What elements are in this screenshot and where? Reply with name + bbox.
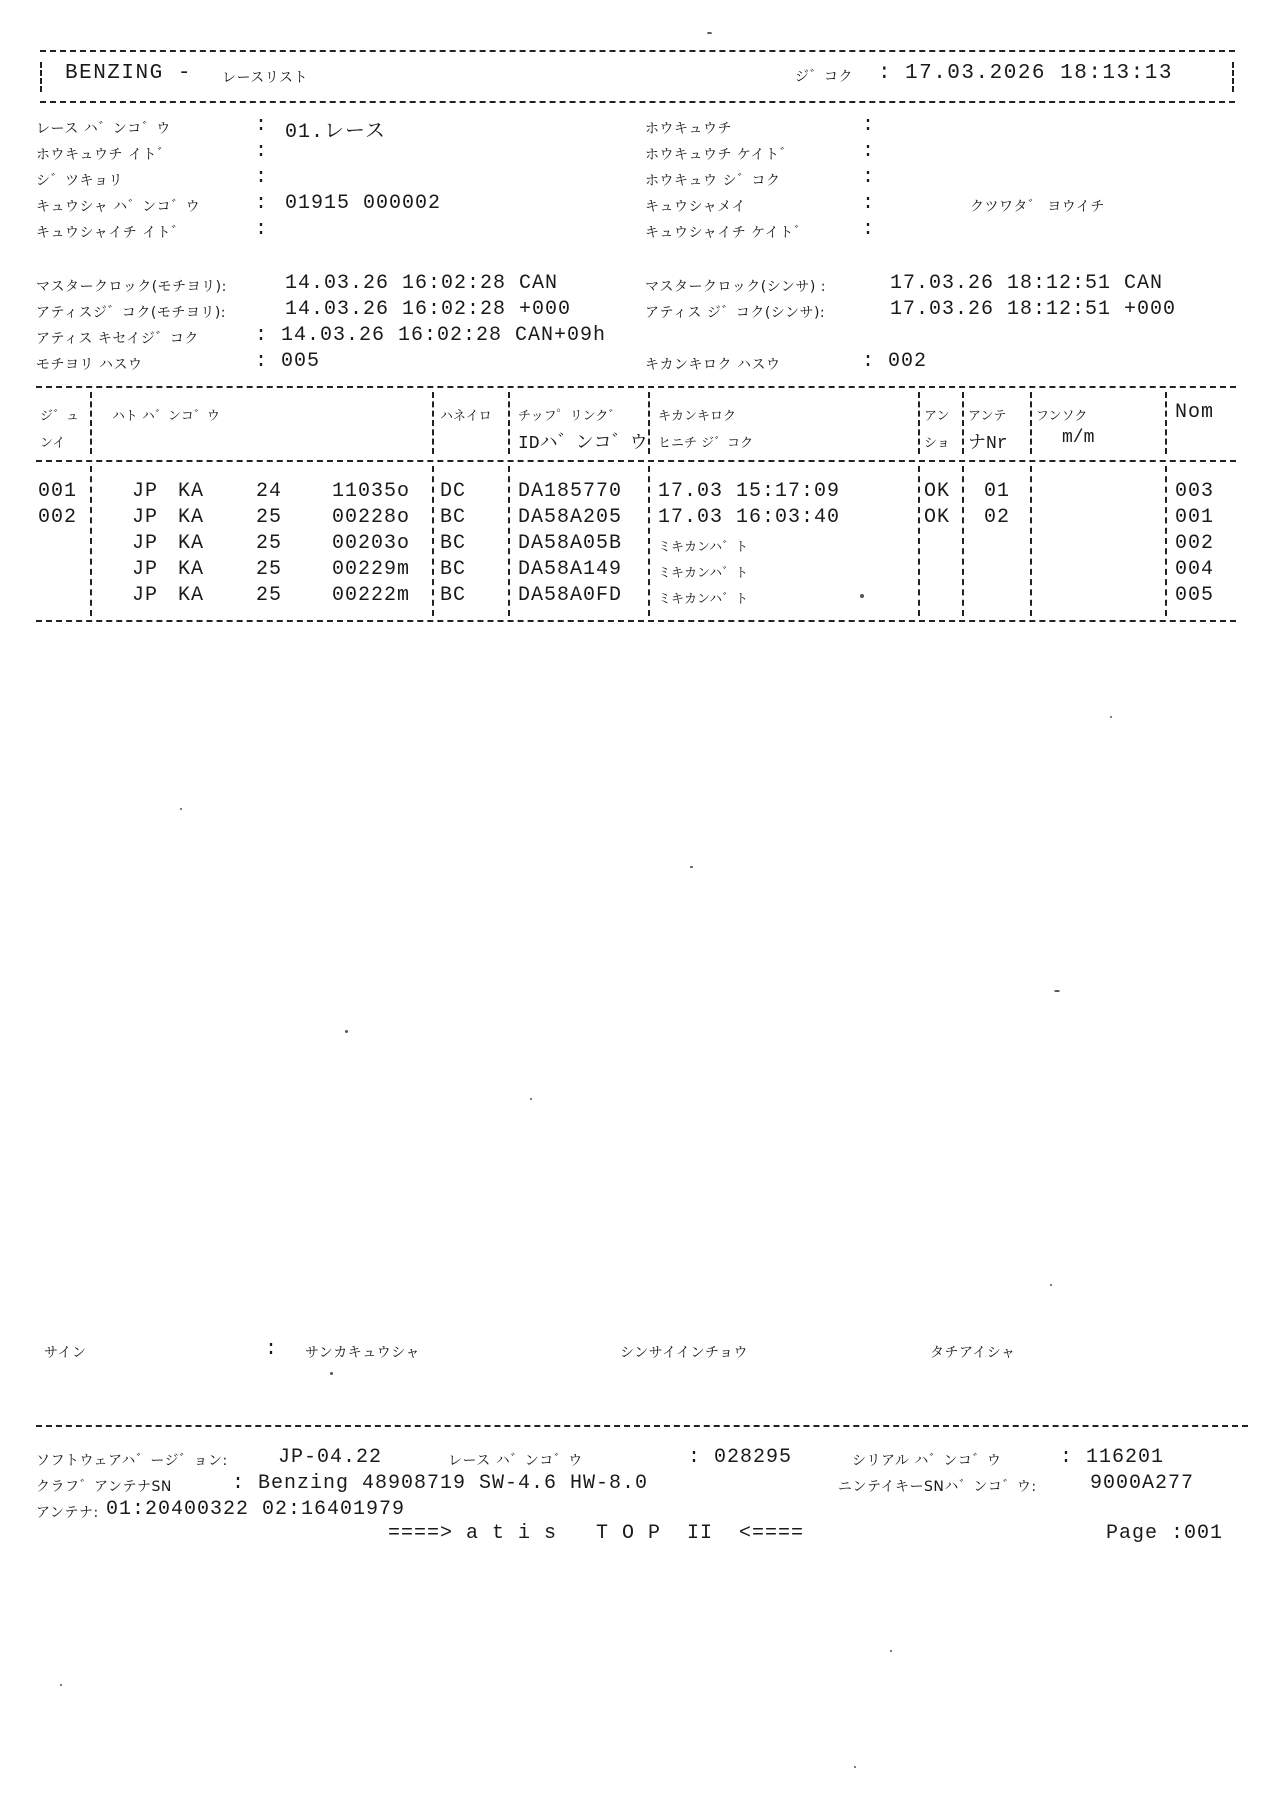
header-rank: ジ゛ュ bbox=[40, 409, 80, 424]
colon: : bbox=[862, 218, 876, 241]
table-rule-header bbox=[36, 460, 1236, 462]
master-clock-check-label: マスタークロック(シンサ) : bbox=[645, 279, 826, 295]
loft-name-label: キュウシャメイ bbox=[645, 199, 746, 215]
status: OK bbox=[924, 480, 951, 503]
scan-speck bbox=[854, 1766, 856, 1768]
table-row bbox=[0, 480, 1240, 506]
ring-region: KA bbox=[178, 558, 205, 581]
arrival-time: 17.03 15:17:09 bbox=[658, 480, 841, 503]
loft-number-value: 01915 000002 bbox=[285, 192, 442, 215]
header-safe-2: ショ bbox=[924, 436, 950, 451]
header-nom: Nom bbox=[1175, 401, 1215, 424]
header-top-border bbox=[40, 50, 1235, 52]
committee-label: シンサイインチョウ bbox=[620, 1345, 749, 1361]
master-clock-check-value: 17.03.26 18:12:51 CAN bbox=[890, 272, 1164, 295]
header-chip-id: IDハ゛ンコ゛ウ bbox=[518, 434, 648, 454]
scan-speck bbox=[1054, 990, 1060, 992]
nom: 001 bbox=[1175, 506, 1215, 529]
ring-year: 24 bbox=[256, 480, 283, 503]
rank: 001 bbox=[38, 480, 78, 503]
col-sep bbox=[918, 392, 920, 454]
system-banner: ====> a t i s T O P II <==== bbox=[388, 1522, 805, 1545]
arrival-time: ミキカンハ゛ト bbox=[658, 566, 749, 581]
atis-time-basket-value: 14.03.26 16:02:28 +000 bbox=[285, 298, 572, 321]
ring-country: JP bbox=[132, 480, 159, 503]
report-title: レースリスト bbox=[222, 70, 309, 86]
arrival-time: ミキカンハ゛ト bbox=[658, 540, 749, 555]
basket-count-label: モチヨリ ハスウ bbox=[36, 357, 143, 373]
atis-reg-time-label: アティス キセイジ゛コク bbox=[36, 331, 199, 347]
header-feather-color: ハネイロ bbox=[440, 409, 492, 424]
header-bottom-border bbox=[40, 101, 1235, 103]
col-sep bbox=[90, 392, 92, 454]
scan-speck bbox=[180, 808, 182, 810]
header-arrival-datetime: ヒニチ ジ゛コク bbox=[658, 436, 754, 451]
race-number-value: 01.レース bbox=[285, 121, 387, 144]
feather-color: DC bbox=[440, 480, 467, 503]
ring-year: 25 bbox=[256, 584, 283, 607]
nom: 003 bbox=[1175, 480, 1215, 503]
atis-time-basket-label: アティスジ゛コク(モチヨリ): bbox=[36, 305, 227, 321]
ring-year: 25 bbox=[256, 506, 283, 529]
release-lat-label: ホウキュウチ イト゛ bbox=[36, 147, 172, 163]
scan-speck bbox=[330, 1372, 333, 1375]
ring-number: 00222m bbox=[332, 584, 411, 607]
serial-label: シリアル ハ゛ンコ゛ウ bbox=[852, 1453, 1002, 1469]
club-antenna-label: クラフ゛アンテナSN bbox=[36, 1479, 172, 1495]
header-antenna: アンテ bbox=[968, 409, 1007, 424]
feather-color: BC bbox=[440, 532, 467, 555]
ring-number: 00229m bbox=[332, 558, 411, 581]
col-sep bbox=[432, 392, 434, 454]
print-time-label: ジ゛コク bbox=[795, 69, 853, 85]
header-chip-ring: チッフ゜リンク゛ bbox=[518, 409, 622, 424]
distance-label: シ゛ツキョリ bbox=[36, 173, 123, 189]
arrival-time: 17.03 16:03:40 bbox=[658, 506, 841, 529]
table-rule-top bbox=[36, 386, 1236, 388]
header-rank-2: ンイ bbox=[40, 436, 66, 451]
loft-lon-label: キュウシャイチ ケイト゛ bbox=[645, 225, 809, 241]
ring-number: 00203o bbox=[332, 532, 411, 555]
club-antenna-value: : Benzing 48908719 SW-4.6 HW-8.0 bbox=[232, 1472, 649, 1495]
brand-title: BENZING - bbox=[65, 62, 192, 85]
col-sep bbox=[508, 392, 510, 454]
header-antenna-nr: ナNr bbox=[968, 434, 1008, 454]
basket-count-value: : 005 bbox=[255, 350, 321, 373]
atis-time-check-label: アティス ジ゛コク(シンサ): bbox=[645, 305, 826, 321]
scan-speck bbox=[60, 1684, 62, 1686]
race-no-label: レース ハ゛ンコ゛ウ bbox=[448, 1453, 583, 1469]
footer-rule bbox=[36, 1425, 1248, 1427]
ring-year: 25 bbox=[256, 532, 283, 555]
ring-number: 00228o bbox=[332, 506, 411, 529]
print-time-value: 17.03.2026 18:13:13 bbox=[905, 62, 1173, 85]
feather-color: BC bbox=[440, 584, 467, 607]
scan-speck bbox=[690, 866, 693, 868]
scan-speck bbox=[707, 32, 712, 34]
atis-reg-time-value: : 14.03.26 16:02:28 CAN+09h bbox=[255, 324, 607, 347]
print-time-colon: : bbox=[878, 62, 893, 85]
colon: : bbox=[255, 166, 269, 189]
table-rule-bottom bbox=[36, 620, 1236, 622]
ring-region: KA bbox=[178, 532, 205, 555]
race-no-value: : 028295 bbox=[688, 1446, 793, 1469]
chip-id: DA185770 bbox=[518, 480, 623, 503]
col-sep bbox=[962, 392, 964, 454]
table-row bbox=[0, 532, 1240, 558]
nom: 005 bbox=[1175, 584, 1215, 607]
scan-speck bbox=[890, 1650, 892, 1652]
status: OK bbox=[924, 506, 951, 529]
header-right-border bbox=[1232, 62, 1234, 92]
table-row bbox=[0, 584, 1240, 610]
colon: : bbox=[255, 140, 269, 163]
scan-speck bbox=[1050, 1284, 1052, 1286]
ring-country: JP bbox=[132, 506, 159, 529]
colon: : bbox=[862, 166, 876, 189]
software-version-label: ソフトウェアハ゛ージ゛ョン: bbox=[36, 1453, 228, 1469]
atis-time-check-value: 17.03.26 18:12:51 +000 bbox=[890, 298, 1177, 321]
chip-id: DA58A149 bbox=[518, 558, 623, 581]
master-clock-basket-label: マスタークロック(モチヨリ): bbox=[36, 279, 227, 295]
loft-number-label: キュウシャ ハ゛ンコ゛ウ bbox=[36, 199, 201, 215]
header-safe: アン bbox=[924, 409, 950, 424]
master-clock-basket-value: 14.03.26 16:02:28 CAN bbox=[285, 272, 559, 295]
loft-lat-label: キュウシャイチ イト゛ bbox=[36, 225, 186, 241]
signature-colon: : bbox=[265, 1338, 279, 1361]
antenna-nr: 02 bbox=[984, 506, 1011, 529]
release-place-label: ホウキュウチ bbox=[645, 121, 732, 137]
colon: : bbox=[255, 114, 269, 137]
feather-color: BC bbox=[440, 506, 467, 529]
header-arrival: キカンキロク bbox=[658, 409, 737, 424]
rank: 002 bbox=[38, 506, 78, 529]
scan-speck bbox=[530, 1098, 532, 1100]
loft-name-value: クツワタ゛ ヨウイチ bbox=[970, 199, 1105, 215]
colon: : bbox=[255, 192, 269, 215]
header-speed: フンソク bbox=[1036, 409, 1088, 424]
signature-label: サイン bbox=[44, 1345, 87, 1361]
chip-id: DA58A205 bbox=[518, 506, 623, 529]
participant-label: サンカキュウシャ bbox=[305, 1345, 421, 1361]
colon: : bbox=[255, 218, 269, 241]
page-number: Page :001 bbox=[1106, 1522, 1224, 1545]
scan-speck bbox=[345, 1030, 348, 1033]
arrivals-count-label: キカンキロク ハスウ bbox=[645, 357, 781, 373]
race-number-label: レース ハ゛ンコ゛ウ bbox=[36, 121, 171, 137]
col-sep bbox=[1030, 392, 1032, 454]
arrival-time: ミキカンハ゛ト bbox=[658, 592, 749, 607]
header-ring-number: ハト ハ゛ンコ゛ウ bbox=[112, 409, 220, 424]
col-sep bbox=[1165, 392, 1167, 454]
ring-country: JP bbox=[132, 532, 159, 555]
witness-label: タチアイシャ bbox=[930, 1345, 1016, 1361]
colon: : bbox=[862, 192, 876, 215]
ring-region: KA bbox=[178, 506, 205, 529]
ring-number: 11035o bbox=[332, 480, 411, 503]
antenna-value: 01:20400322 02:16401979 bbox=[106, 1498, 406, 1521]
chip-id: DA58A0FD bbox=[518, 584, 623, 607]
arrivals-count-value: : 002 bbox=[862, 350, 928, 373]
key-sn-value: 9000A277 bbox=[1090, 1472, 1195, 1495]
ring-region: KA bbox=[178, 480, 205, 503]
serial-value: : 116201 bbox=[1060, 1446, 1165, 1469]
ring-country: JP bbox=[132, 584, 159, 607]
table-row bbox=[0, 506, 1240, 532]
chip-id: DA58A05B bbox=[518, 532, 623, 555]
colon: : bbox=[862, 140, 876, 163]
header-speed-unit: m/m bbox=[1062, 428, 1095, 448]
ring-region: KA bbox=[178, 584, 205, 607]
nom: 004 bbox=[1175, 558, 1215, 581]
scan-speck bbox=[1110, 716, 1112, 718]
col-sep bbox=[648, 392, 650, 454]
colon: : bbox=[862, 114, 876, 137]
nom: 002 bbox=[1175, 532, 1215, 555]
header-left-border bbox=[40, 62, 42, 92]
key-sn-label: ニンテイキーSNハ゛ンコ゛ウ: bbox=[838, 1479, 1037, 1495]
table-row bbox=[0, 558, 1240, 584]
release-time-label: ホウキュウ シ゛コク bbox=[645, 173, 781, 189]
feather-color: BC bbox=[440, 558, 467, 581]
ring-year: 25 bbox=[256, 558, 283, 581]
ring-country: JP bbox=[132, 558, 159, 581]
antenna-nr: 01 bbox=[984, 480, 1011, 503]
release-lon-label: ホウキュウチ ケイト゛ bbox=[645, 147, 794, 163]
antenna-label: アンテナ: bbox=[36, 1505, 99, 1521]
scan-speck bbox=[860, 594, 864, 598]
software-version-value: JP-04.22 bbox=[278, 1446, 383, 1469]
